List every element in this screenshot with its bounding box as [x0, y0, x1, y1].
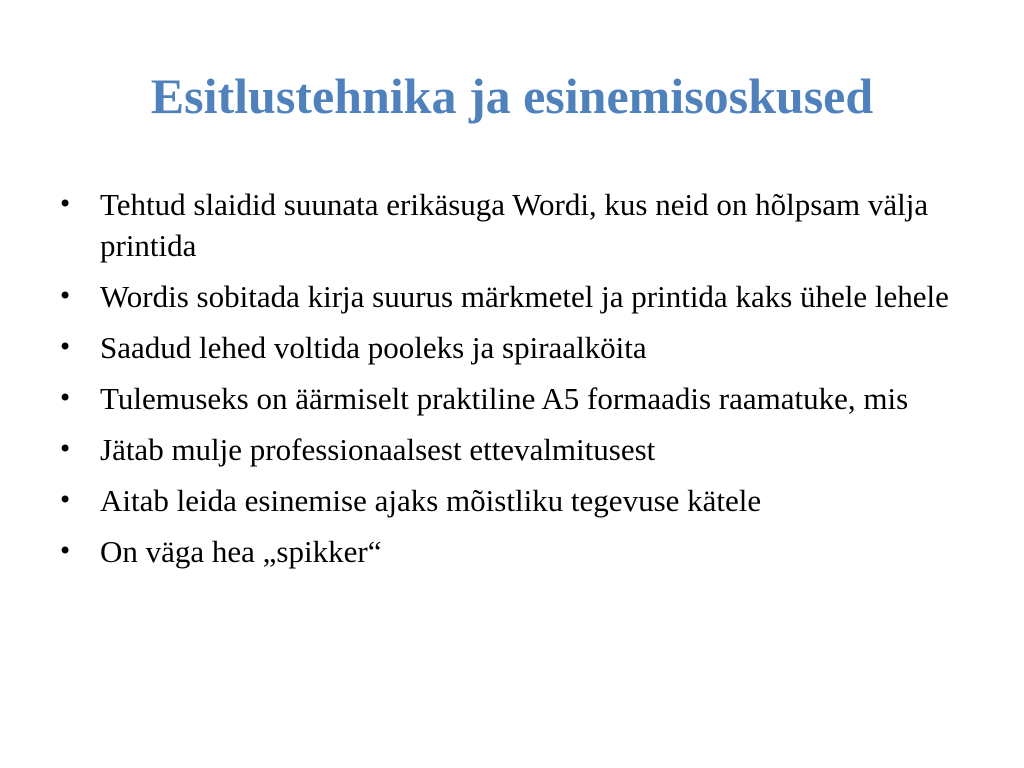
- bullet-text: Tulemuseks on äärmiselt praktiline A5 formaadis raamatuke, mis: [100, 381, 909, 416]
- bullet-icon: •: [58, 435, 73, 463]
- bullet-item: [58, 429, 978, 470]
- bullet-text: Wordis sobitada kirja suurus märkmetel ja printida kaks ühele lehele: [100, 279, 949, 314]
- bullet-icon: •: [58, 333, 73, 361]
- bullet-text: Tehtud slaidid suunata erikäsuga Wordi, kus neid on hõlpsam välja printida: [100, 187, 929, 263]
- bullet-item: [58, 184, 978, 266]
- slide-title: Esitlustehnika ja esinemisoskused: [150, 68, 874, 124]
- bullet-icon: •: [58, 190, 73, 218]
- bullet-icon: •: [58, 282, 73, 310]
- bullet-text: Saadud lehed voltida pooleks ja spiraalköita: [100, 330, 647, 365]
- bullet-item: [58, 531, 978, 572]
- bullet-icon: •: [58, 537, 73, 565]
- bullet-icon: •: [58, 384, 73, 412]
- bullet-item: [58, 327, 978, 368]
- bullet-item: [58, 378, 978, 419]
- bullet-item: [58, 480, 978, 521]
- bullet-icon: •: [58, 486, 73, 514]
- bullet-text: Aitab leida esinemise ajaks mõistliku tegevuse kätele: [100, 483, 762, 518]
- bullet-item: [58, 276, 978, 317]
- bullet-text: Jätab mulje professionaalsest ettevalmitusest: [100, 432, 656, 467]
- bullet-text: On väga hea „spikker“: [100, 534, 382, 569]
- bullet-list: [58, 184, 978, 582]
